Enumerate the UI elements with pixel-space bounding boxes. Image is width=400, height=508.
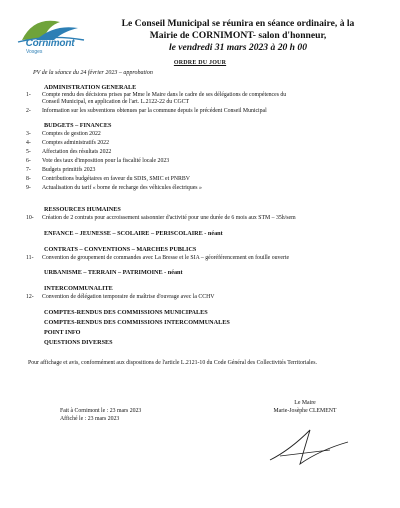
agenda-item-1 <box>26 92 286 99</box>
agenda-item-12 <box>26 294 214 301</box>
section-urbanisme: URBANISME – TERRAIN – PATRIMOINE - néant <box>44 269 183 276</box>
item-text: Compte rendu des décisions prises par Mme le Maire dans le cadre de ses délégations de compétences du <box>42 92 287 98</box>
agenda-title: ORDRE DU JOUR <box>173 60 227 66</box>
item-number: 8- <box>26 176 31 182</box>
agenda-item-3 <box>26 131 101 138</box>
mayor-title: Le Maire <box>294 400 316 406</box>
agenda-item-10 <box>26 215 296 222</box>
cornimont-logo <box>14 14 86 62</box>
item-number: 9- <box>26 185 31 191</box>
item-number: 11- <box>26 255 34 261</box>
mayor-block <box>250 400 360 415</box>
section-point-info: POINT INFO <box>44 329 81 336</box>
item-number: 1- <box>26 92 31 98</box>
logo-subtitle: Vosges <box>26 49 43 55</box>
section-interco: INTERCOMMUNALITE <box>44 285 113 292</box>
item-number: 6- <box>26 158 31 164</box>
agenda-item-9 <box>26 185 202 192</box>
item-text: Budgets primitifs 2023 <box>42 167 96 173</box>
signature-icon <box>260 420 360 470</box>
section-enfance: ENFANCE – JEUNESSE – SCOLAIRE – PERISCOLAIRE - néant <box>44 230 223 237</box>
logo-name: Cornimont <box>25 38 75 49</box>
agenda-item-8 <box>26 176 190 183</box>
item-text: Comptes de gestion 2022 <box>42 131 101 137</box>
item-text: Actualisation du tarif « borne de recharge des véhicules électriques » <box>42 185 202 191</box>
item-number: 12- <box>26 294 34 300</box>
item-text: Affectation des résultats 2022 <box>42 149 112 155</box>
publication-note: Pour affichage et avis, conformément aux dispositions de l'article L.2121-10 du Code Général des Collectivités Territoriales. <box>28 360 317 366</box>
section-budgets: BUDGETS – FINANCES <box>44 122 112 129</box>
item-text: Convention de groupement de commandes avec La Bresse et le SIA – géoréférencement en fouille ouverte <box>42 255 290 261</box>
item-text: Comptes administratifs 2022 <box>42 140 109 146</box>
item-number: 5- <box>26 149 31 155</box>
fait-date: Fait à Cornimont le : 23 mars 2023 <box>60 408 142 414</box>
affiche-date: Affiché le : 23 mars 2023 <box>60 415 120 422</box>
item-text: Information sur les subventions obtenues par la commune depuis le précédent Conseil Municipal <box>42 108 267 114</box>
mayor-name: Marie-Josèphe CLEMENT <box>273 407 337 414</box>
section-admin: ADMINISTRATION GENERALE <box>44 84 137 91</box>
section-contrats: CONTRATS – CONVENTIONS – MARCHES PUBLICS <box>44 246 197 253</box>
agenda-item-2 <box>26 108 267 115</box>
agenda-item-11 <box>26 255 289 262</box>
agenda-item-5 <box>26 149 111 156</box>
agenda-item-4 <box>26 140 109 147</box>
item-text: Vote des taux d'imposition pour la fiscalité locale 2023 <box>42 158 170 164</box>
item-text: Convention de délégation temporaire de maîtrise d'ouvrage avec la CCHV <box>42 294 215 300</box>
agenda-item-7 <box>26 167 95 174</box>
date-block <box>60 408 141 423</box>
pv-approval: PV de la séance du 24 février 2023 – approbation <box>33 70 153 76</box>
meeting-header <box>96 18 380 54</box>
item-text: Création de 2 contrats pour accroissement saisonnier d'activité pour une durée de 6 mois aux STM – 35h/sem <box>42 215 296 221</box>
item-number: 10- <box>26 215 34 221</box>
item-number: 2- <box>26 108 31 114</box>
item-number: 7- <box>26 167 31 173</box>
section-cr-municipales: COMPTES-RENDUS DES COMMISSIONS MUNICIPALES <box>44 309 208 316</box>
section-rh: RESSOURCES HUMAINES <box>44 206 121 213</box>
item-text: Contributions budgétaires en faveur du SDIS, SMIC et PNRBV <box>42 176 190 182</box>
agenda-item-6 <box>26 158 169 165</box>
header-line-1: Le Conseil Municipal se réunira en séance ordinaire, à la <box>121 18 355 29</box>
header-line-3: le vendredi 31 mars 2023 à 20 h 00 <box>168 42 308 53</box>
section-questions: QUESTIONS DIVERSES <box>44 339 113 346</box>
section-cr-interco: COMPTES-RENDUS DES COMMISSIONS INTERCOMMUNALES <box>44 319 230 326</box>
agenda-item-1-cont: Conseil Municipal, en application de l'art. L.2122-22 du CGCT <box>42 99 190 105</box>
item-number: 4- <box>26 140 31 146</box>
item-number: 3- <box>26 131 31 137</box>
header-line-2: Mairie de CORNIMONT- salon d'honneur, <box>149 30 327 41</box>
